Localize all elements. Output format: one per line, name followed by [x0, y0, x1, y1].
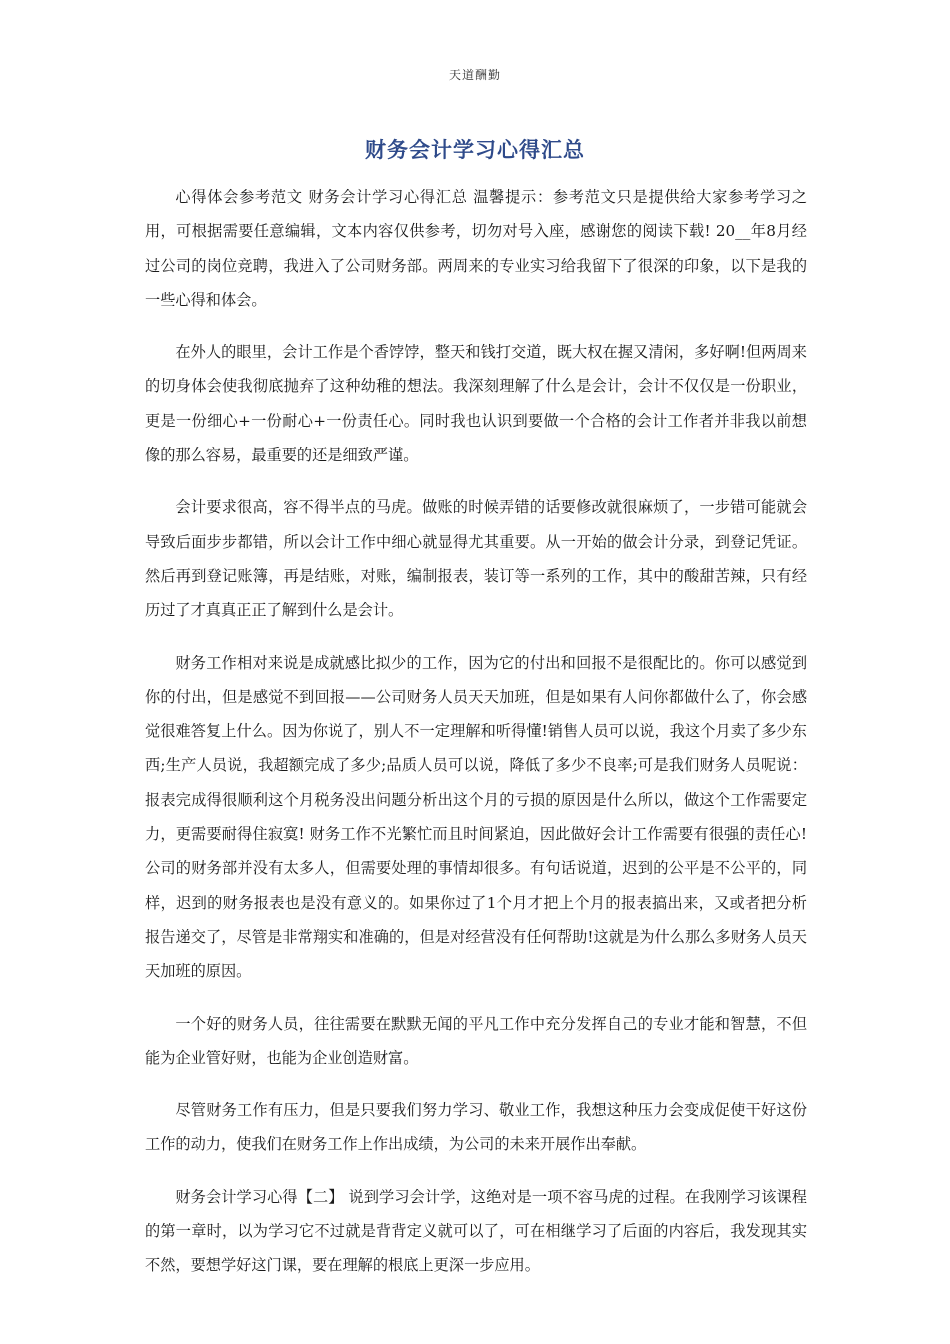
page-header: 天道酬勤 — [448, 68, 501, 82]
paragraph-7: 财务会计学习心得【二】 说到学习会计学，这绝对是一项不容马虎的过程。在我刚学习该课程的第一章时，以为学习它不过就是背背定义就可以了，可在相继学习了后面的内容后，我发现其实不然，要想学好这门课，要在理解的根底上更深一步应用。 — [145, 1187, 807, 1275]
paragraph-6: 尽管财务工作有压力，但是只要我们努力学习、敬业工作，我想这种压力会变成促使干好这份工作的动力，使我们在财务工作上作出成绩，为公司的未来开展作出奉献。 — [145, 1101, 807, 1154]
paragraph-1: 心得体会参考范文 财务会计学习心得汇总 温馨提示：参考范文只是提供给大家参考学习之用，可根据需要任意编辑，文本内容仅供参考，切勿对号入座，感谢您的阅读下载! 20__年8月经过公司的岗位竞聘，我进入了公司财务部。两周来的专业实习给我留下了很深的印象，以下是我的一些心得和体会。 — [145, 188, 807, 309]
document-body — [145, 180, 807, 1301]
paragraph-4: 财务工作相对来说是成就感比拟少的工作，因为它的付出和回报不是很配比的。你可以感觉到你的付出，但是感觉不到回报——公司财务人员天天加班，但是如果有人问你都做什么了，你会感觉很难答复上什么。因为你说了，别人不一定理解和听得懂!销售人员可以说，我这个月卖了多少东西;生产人员说，我超额完成了多少;品质人员可以说，降低了多少不良率;可是我们财务人员呢说：报表完成得很顺利这个月税务没出问题分析出这个月的亏损的原因是什么所以，做这个工作需要定力，更需要耐得住寂寞! 财务工作不光繁忙而且时间紧迫，因此做好会计工作需要有很强的责任心!公司的财务部并没有太多人，但需要处理的事情却很多。有句话说道，迟到的公平是不公平的，同样，迟到的财务报表也是没有意义的。如果你过了1个月才把上个月的报表搞出来，又或者把分析报告递交了，尽管是非常翔实和准确的，但是对经营没有任何帮助!这就是为什么那么多财务人员天天加班的原因。 — [145, 653, 807, 981]
paragraph-2: 在外人的眼里，会计工作是个香饽饽，整天和钱打交道，既大权在握又清闲，多好啊!但两周来的切身体会使我彻底抛弃了这种幼稚的想法。我深刻理解了什么是会计，会计不仅仅是一份职业，更是一份细心+一份耐心+一份责任心。同时我也认识到要做一个合格的会计工作者并非我以前想像的那么容易，最重要的还是细致严谨。 — [145, 343, 807, 465]
document-title: 财务会计学习心得汇总 — [365, 138, 585, 162]
paragraph-3: 会计要求很高，容不得半点的马虎。做账的时候弄错的话要修改就很麻烦了，一步错可能就会导致后面步步都错，所以会计工作中细心就显得尤其重要。从一开始的做会计分录，到登记凭证。然后再到登记账簿，再是结账，对账，编制报表，装订等一系列的工作，其中的酸甜苦辣，只有经历过了才真真正正了解到什么是会计。 — [145, 498, 807, 620]
paragraph-5: 一个好的财务人员，往往需要在默默无闻的平凡工作中充分发挥自己的专业才能和智慧，不但能为企业管好财，也能为企业创造财富。 — [145, 1014, 807, 1067]
